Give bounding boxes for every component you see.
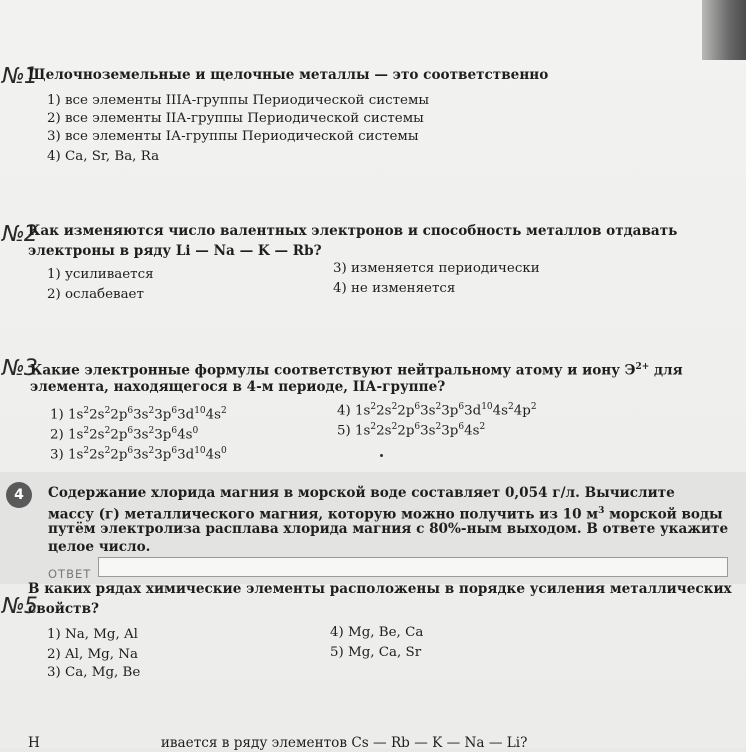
orbital-exponent: 0 — [221, 446, 227, 456]
handwritten-number-5: №5 — [2, 594, 37, 619]
orbital: 4s — [177, 427, 193, 443]
orbital: 3s — [133, 427, 149, 443]
orbital-exponent: 6 — [171, 446, 178, 456]
orbital-exponent: 10 — [481, 402, 493, 412]
orbital-exponent: 2 — [148, 406, 155, 416]
q5-option-3: 3) Ca, Mg, Be — [47, 665, 141, 680]
orbital: 3d — [177, 447, 195, 463]
orbital: 3s — [420, 403, 436, 419]
question-6-partial: Н ивается в ряду элементов Cs — Rb — K — Na — Li? — [28, 735, 528, 751]
orbital-exponent: 2 — [370, 402, 377, 412]
q5-option-1: 1) Na, Mg, Al — [47, 627, 138, 642]
q5-option-4: 4) Mg, Be, Ca — [330, 625, 424, 640]
orbital-exponent: 6 — [414, 402, 421, 412]
orbital-exponent: 2 — [435, 422, 442, 432]
orbital-exponent: 6 — [171, 426, 178, 436]
answer-field[interactable] — [98, 557, 728, 577]
orbital-exponent: 6 — [127, 426, 134, 436]
orbital-exponent: 6 — [127, 406, 134, 416]
q2-option-1: 1) усиливается — [47, 267, 154, 282]
orbital: 3d — [177, 407, 195, 423]
orbital-exponent: 6 — [171, 406, 178, 416]
question-5-line-2: свойств? — [28, 601, 99, 617]
option-label: 1) — [50, 407, 69, 423]
orbital-exponent: 2 — [148, 426, 155, 436]
orbital-exponent: 2 — [530, 402, 537, 412]
handwritten-number-2: №2 — [2, 222, 37, 247]
orbital: 3p — [441, 423, 459, 439]
orbital: 2p — [110, 407, 128, 423]
orbital: 2p — [397, 403, 415, 419]
question-4-line-4: целое число. — [48, 539, 151, 555]
orbital: 4s — [464, 423, 480, 439]
orbital: 4p — [513, 403, 531, 419]
orbital-exponent: 6 — [458, 422, 465, 432]
orbital-exponent: 2 — [221, 406, 227, 416]
orbital-exponent: 6 — [414, 422, 421, 432]
question-3-line-1: Какие электронные формулы соответствуют нейтральному атому и иону $Э^{2+}$ для — [30, 362, 683, 379]
orbital-exponent: 0 — [192, 426, 199, 436]
orbital-exponent: 2 — [104, 446, 111, 456]
orbital: 1s — [68, 427, 84, 443]
orbital: 4s — [205, 407, 222, 423]
orbital: 2p — [110, 427, 128, 443]
orbital-exponent: 2 — [104, 426, 111, 436]
orbital: 3s — [133, 407, 149, 423]
option-label: 4) — [337, 403, 356, 419]
orbital-exponent: 2 — [391, 402, 398, 412]
orbital: 2p — [397, 423, 415, 439]
option-label: 5) — [337, 423, 356, 439]
orbital-exponent: 2 — [508, 402, 514, 412]
orbital: 4s — [492, 403, 509, 419]
page-corner-shadow — [702, 0, 746, 60]
q2-option-3: 3) изменяется периодически — [333, 261, 540, 276]
answer-label: ОТВЕТ — [48, 567, 92, 581]
orbital: 2s — [89, 407, 105, 423]
option-label: 2) — [50, 427, 69, 443]
orbital-exponent: 2 — [83, 446, 90, 456]
handwritten-number-3: №3 — [2, 356, 37, 381]
orbital: 1s — [68, 447, 84, 463]
orbital: 2s — [89, 427, 105, 443]
orbital: 3s — [420, 423, 436, 439]
orbital: 1s — [68, 407, 84, 423]
orbital: 2s — [376, 423, 392, 439]
orbital-exponent: 2 — [148, 446, 155, 456]
orbital-exponent: 6 — [458, 402, 465, 412]
orbital-exponent: 2 — [83, 426, 90, 436]
question-4-line-1: Содержание хлорида магния в морской воде составляет 0,054 г/л. Вычислите — [48, 485, 675, 501]
orbital-exponent: 6 — [127, 446, 134, 456]
q3-option-5 — [337, 418, 485, 440]
question-2-line-1: Как изменяются число валентных электронов и способность металлов отдавать — [28, 223, 678, 239]
q1-option-2: 2) все элементы IIА-группы Периодической системы — [47, 111, 424, 126]
q5-option-2: 2) Al, Mg, Na — [47, 647, 138, 662]
orbital: 3d — [464, 403, 482, 419]
q5-option-5: 5) Mg, Ca, Sr — [330, 645, 422, 660]
question-4-line-2: массу (г) металлического магния, которую можно получить из 10 $м^3$ морской воды — [48, 506, 723, 523]
q1-option-3: 3) все элементы IА-группы Периодической системы — [47, 129, 419, 144]
question-4-line-3: путём электролиза расплава хлорида магния с 80%-ным выходом. В ответе укажите — [48, 521, 729, 537]
orbital: 3s — [133, 447, 149, 463]
orbital: 2p — [110, 447, 128, 463]
orbital: 3p — [441, 403, 459, 419]
orbital-exponent: 2 — [370, 422, 377, 432]
orbital: 2s — [376, 403, 392, 419]
orbital: 3p — [154, 407, 172, 423]
orbital-exponent: 2 — [391, 422, 398, 432]
handwritten-number-1: №1 — [2, 64, 37, 89]
orbital-exponent: 2 — [83, 406, 90, 416]
orbital-exponent: 10 — [194, 406, 206, 416]
orbital: 3p — [154, 447, 172, 463]
orbital-exponent: 2 — [104, 406, 111, 416]
q1-option-1: 1) все элементы IIIА-группы Периодической системы — [47, 93, 430, 108]
ink-dot — [380, 454, 383, 457]
orbital: 2s — [89, 447, 105, 463]
question-5-line-1: В каких рядах химические элементы расположены в порядке усиления металлических — [28, 581, 732, 597]
question-1-text: Щелочноземельные и щелочные металлы — это соответственно — [28, 67, 549, 83]
orbital: 1s — [355, 423, 371, 439]
orbital-exponent: 2 — [479, 422, 486, 432]
question-3-line-2: элемента, находящегося в 4-м периоде, IIА-группе? — [30, 379, 446, 395]
q3-option-3 — [50, 442, 227, 464]
q1-option-4: 4) Ca, Sr, Ba, Ra — [47, 149, 160, 164]
orbital: 1s — [355, 403, 371, 419]
orbital: 4s — [205, 447, 222, 463]
question-4-number-badge: 4 — [6, 482, 32, 508]
option-label: 3) — [50, 447, 69, 463]
orbital-exponent: 10 — [194, 446, 206, 456]
orbital-exponent: 2 — [435, 402, 442, 412]
orbital: 3p — [154, 427, 172, 443]
q2-option-2: 2) ослабевает — [47, 287, 144, 302]
question-2-line-2: электроны в ряду Li — Na — K — Rb? — [28, 243, 322, 259]
q2-option-4: 4) не изменяется — [333, 281, 456, 296]
